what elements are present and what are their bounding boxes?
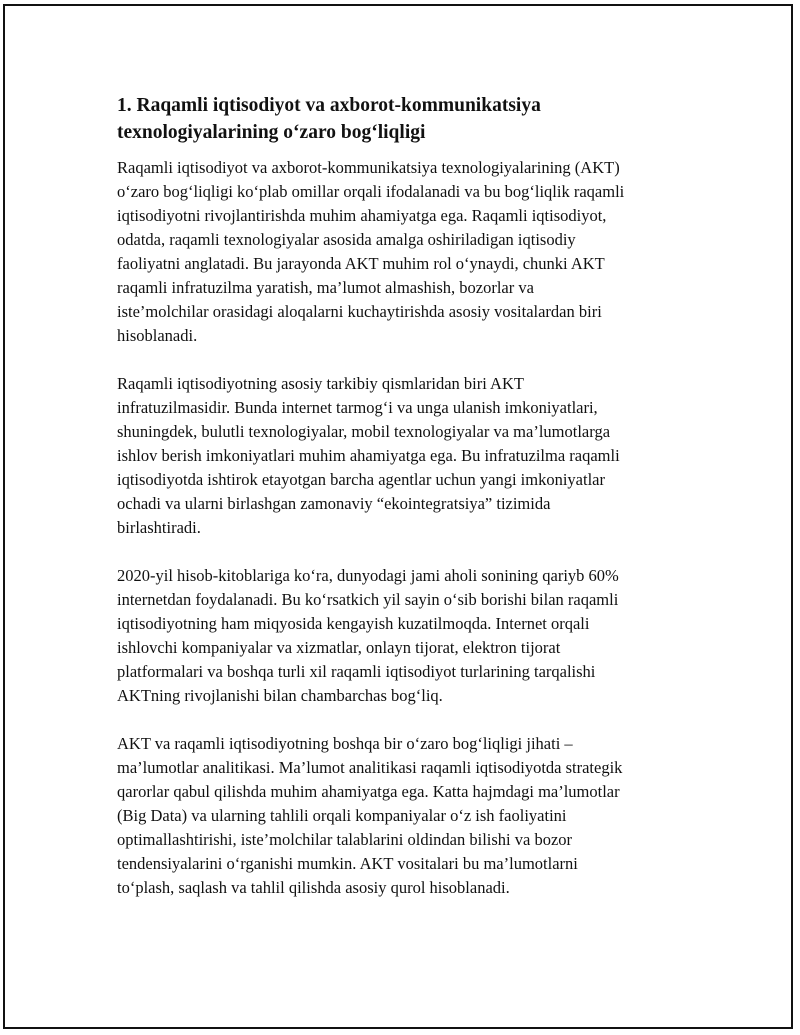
section-title [117,92,687,146]
paragraph-4 [117,732,687,900]
text-line: birlashtiradi. [117,518,201,537]
text-line: AKT va raqamli iqtisodiyotning boshqa bir o‘zaro bog‘liqligi jihati – [117,734,573,753]
text-line: optimallashtirishi, iste’molchilar talablarini oldindan bilishi va bozor [117,830,573,849]
text-line: qarorlar qabul qilishda muhim ahamiyatga ega. Katta hajmdagi ma’lumotlar [117,782,620,801]
text-line: o‘zaro bog‘liqligi ko‘plab omillar orqali ifodalanadi va bu bog‘liqlik raqamli [117,182,625,201]
text-line: Raqamli iqtisodiyot va axborot-kommunikatsiya texnologiyalarining (AKT) [117,158,620,177]
text-line: tendensiyalarini o‘rganishi mumkin. AKT vositalari bu ma’lumotlarni [117,854,578,873]
text-line: ochadi va ularni birlashgan zamonaviy “ekointegratsiya” tizimida [117,494,551,513]
title-line: 1. Raqamli iqtisodiyot va axborot-kommunikatsiya [117,95,541,116]
text-line: iqtisodiyotning ham miqyosida kengayish kuzatilmoqda. Internet orqali [117,614,590,633]
text-line: raqamli infratuzilma yaratish, ma’lumot almashish, bozorlar va [117,278,534,297]
text-line: (Big Data) va ularning tahlili orqali kompaniyalar o‘z ish faoliyatini [117,806,567,825]
paragraph-3 [117,564,687,708]
text-line: iste’molchilar orasidagi aloqalarni kuchaytirishda asosiy vositalardan biri [117,302,602,321]
text-line: AKTning rivojlanishi bilan chambarchas bog‘liq. [117,686,443,705]
paragraph-1 [117,156,687,348]
text-line: shuningdek, bulutli texnologiyalar, mobil texnologiyalar va ma’lumotlarga [117,422,611,441]
text-line: ishlov berish imkoniyatlari muhim ahamiyatga ega. Bu infratuzilma raqamli [117,446,620,465]
text-line: ishlovchi kompaniyalar va xizmatlar, onlayn tijorat, elektron tijorat [117,638,561,657]
text-line: internetdan foydalanadi. Bu ko‘rsatkich yil sayin o‘sib borishi bilan raqamli [117,590,619,609]
text-line: iqtisodiyotni rivojlantirishda muhim ahamiyatga ega. Raqamli iqtisodiyot, [117,206,607,225]
text-line: iqtisodiyotda ishtirok etayotgan barcha agentlar uchun yangi imkoniyatlar [117,470,605,489]
text-line: infratuzilmasidir. Bunda internet tarmog‘i va unga ulanish imkoniyatlari, [117,398,598,417]
text-line: ma’lumotlar analitikasi. Ma’lumot analitikasi raqamli iqtisodiyotda strategik [117,758,623,777]
title-line: texnologiyalarining o‘zaro bog‘liqligi [117,122,426,143]
text-line: faoliyatni anglatadi. Bu jarayonda AKT muhim rol o‘ynaydi, chunki AKT [117,254,605,273]
text-line: platformalari va boshqa turli xil raqamli iqtisodiyot turlarining tarqalishi [117,662,596,681]
text-line: Raqamli iqtisodiyotning asosiy tarkibiy qismlaridan biri AKT [117,374,524,393]
text-line: odatda, raqamli texnologiyalar asosida amalga oshiriladigan iqtisodiy [117,230,576,249]
text-line: 2020-yil hisob-kitoblariga ko‘ra, dunyodagi jami aholi sonining qariyb 60% [117,566,619,585]
text-line: to‘plash, saqlash va tahlil qilishda asosiy qurol hisoblanadi. [117,878,510,897]
text-line: hisoblanadi. [117,326,198,345]
document-body [117,92,687,924]
paragraph-2 [117,372,687,540]
